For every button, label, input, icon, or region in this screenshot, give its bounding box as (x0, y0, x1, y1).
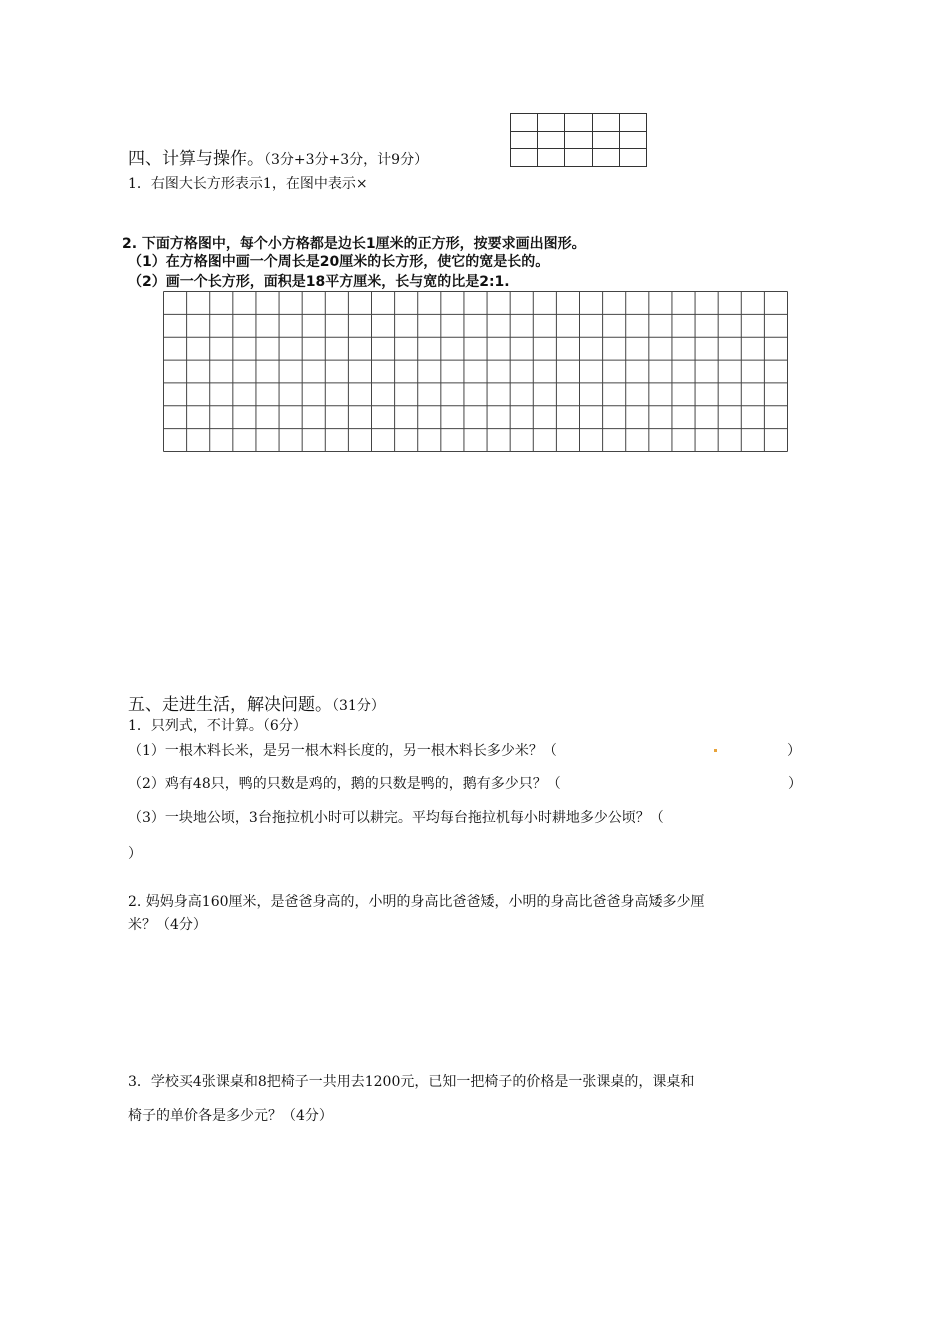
section4-title (128, 144, 428, 169)
answer-paren-close-2: ） (788, 776, 802, 792)
section5-q3-line2: 椅子的单价各是多少元？（4分） (128, 1108, 333, 1124)
section5-q3-line1: 3．学校买4张课桌和8把椅子一共用去1200元，已知一把椅子的价格是一张课桌的，课桌和 (128, 1074, 695, 1090)
section5-q1-part1: （1）一根木料长米，是另一根木料长度的，另一根木料长多少米？（ (128, 743, 557, 759)
section4-q2-part2: （2）画一个长方形，面积是18平方厘米，长与宽的比是2:1. (128, 274, 510, 290)
section5-q1-part3: （3）一块地公顷，3台拖拉机小时可以耕完。平均每台拖拉机每小时耕地多少公顷？（ (128, 810, 664, 826)
section5-title (128, 690, 385, 715)
section5-q2-line1: 2. 妈妈身高160厘米，是爸爸身高的，小明的身高比爸爸矮，小明的身高比爸爸身高矮多少厘 (128, 894, 705, 910)
section4-heading: 四、计算与操作。 (128, 149, 264, 169)
answer-mark (714, 749, 717, 752)
section5-q1: 1．只列式，不计算。（6分） (128, 718, 307, 734)
fraction-rectangle-grid[interactable] (510, 113, 647, 167)
section5-heading: 五、走进生活，解决问题。 (128, 695, 332, 715)
section5-q2-line2: 米？（4分） (128, 917, 207, 933)
section4-q1: 1．右图大长方形表示1，在图中表示× (128, 176, 368, 192)
answer-paren-close-1: ） (787, 743, 801, 759)
section4-q2-part1: （1）在方格图中画一个周长是20厘米的长方形，使它的宽是长的。 (128, 254, 550, 270)
section4-q2: 2. 下面方格图中，每个小方格都是边长1厘米的正方形，按要求画出图形。 (122, 236, 586, 252)
section5-q1-part2: （2）鸡有48只，鸭的只数是鸡的，鹅的只数是鸭的，鹅有多少只？（ (128, 776, 561, 792)
answer-paren-close-3: ） (128, 846, 142, 862)
section5-score: （31分） (332, 698, 385, 714)
section4-score: （3分+3分+3分，计9分） (264, 152, 429, 168)
square-grid[interactable] (163, 291, 788, 452)
